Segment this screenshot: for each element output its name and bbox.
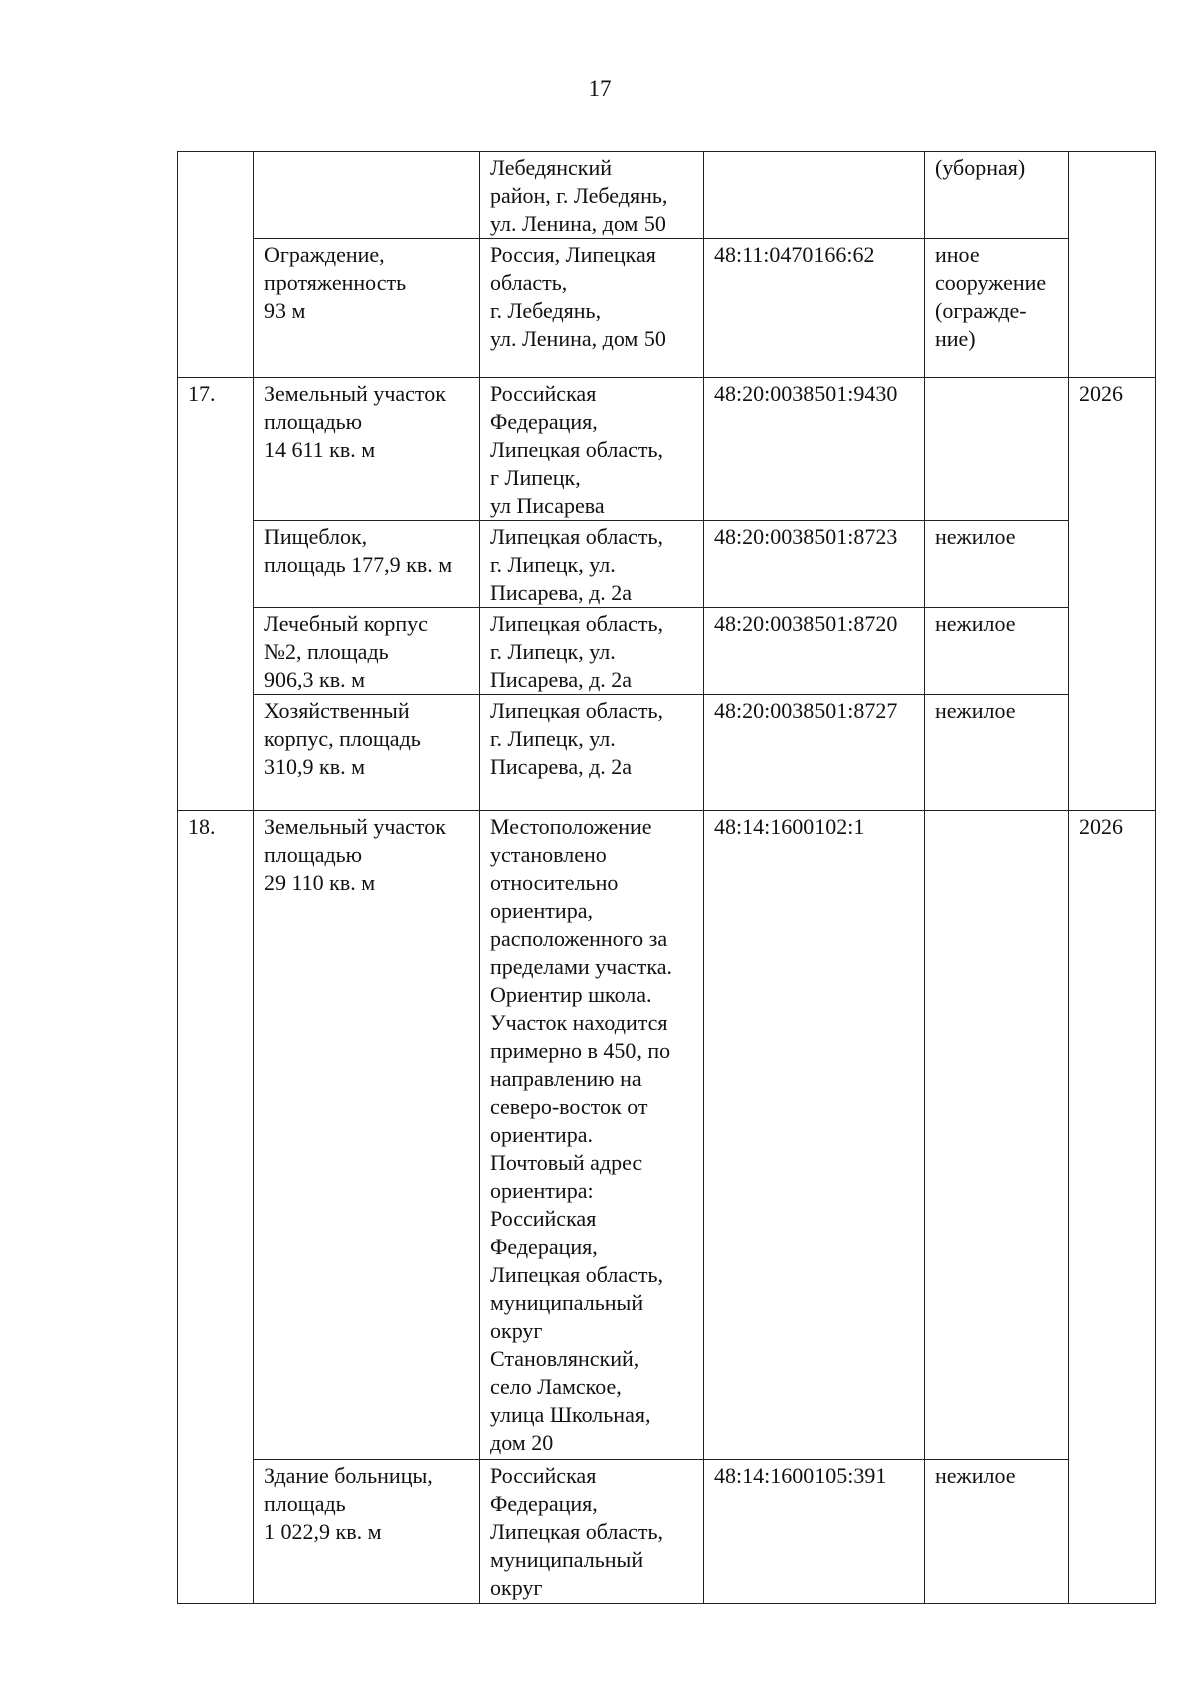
table-row bbox=[178, 521, 1156, 608]
year-cell bbox=[1069, 152, 1156, 378]
address-cell: Местоположение установлено относительно ориентира, расположенного за пределами участка. Ориентир школа. Участок находится примерно в 450, по направлению на северо-восток от ориентира. Почтовый адрес ориентира: Российская Федерация, Липецкая область, муниципальный округ Становлянский, село Ламское, улица Школьная, дом 20 bbox=[480, 811, 704, 1460]
object-type-cell: нежилое bbox=[925, 521, 1069, 608]
object-cell: Хозяйственный корпус, площадь 310,9 кв. м bbox=[254, 695, 480, 811]
object-cell: Земельный участок площадью 29 110 кв. м bbox=[254, 811, 480, 1460]
address-cell: Россия, Липецкая область, г. Лебедянь, ул. Ленина, дом 50 bbox=[480, 239, 704, 378]
cadastral-number-cell: 48:11:0470166:62 bbox=[704, 239, 925, 378]
address-cell: Липецкая область, г. Липецк, ул. Писарева, д. 2а bbox=[480, 521, 704, 608]
year-cell: 2026 bbox=[1069, 811, 1156, 1604]
year-cell: 2026 bbox=[1069, 378, 1156, 811]
table-row bbox=[178, 1460, 1156, 1604]
object-type-cell: нежилое bbox=[925, 1460, 1069, 1604]
object-cell: Земельный участок площадью 14 611 кв. м bbox=[254, 378, 480, 521]
object-type-cell: иное сооружение (огражде- ние) bbox=[925, 239, 1069, 378]
address-cell: Лебедянский район, г. Лебедянь, ул. Ленина, дом 50 bbox=[480, 152, 704, 239]
address-cell: Российская Федерация, Липецкая область, муниципальный округ bbox=[480, 1460, 704, 1604]
table-row bbox=[178, 378, 1156, 521]
object-type-cell bbox=[925, 378, 1069, 521]
object-type-cell bbox=[925, 811, 1069, 1460]
object-cell: Пищеблок, площадь 177,9 кв. м bbox=[254, 521, 480, 608]
address-cell: Липецкая область, г. Липецк, ул. Писарева, д. 2а bbox=[480, 608, 704, 695]
cadastral-number-cell bbox=[704, 152, 925, 239]
table-row bbox=[178, 695, 1156, 811]
cadastral-number-cell: 48:20:0038501:8723 bbox=[704, 521, 925, 608]
table-row bbox=[178, 239, 1156, 378]
object-type-cell: нежилое bbox=[925, 695, 1069, 811]
cadastral-number-cell: 48:14:1600105:391 bbox=[704, 1460, 925, 1604]
object-cell: Ограждение, протяженность 93 м bbox=[254, 239, 480, 378]
cadastral-number-cell: 48:14:1600102:1 bbox=[704, 811, 925, 1460]
object-cell: Здание больницы, площадь 1 022,9 кв. м bbox=[254, 1460, 480, 1604]
table-row bbox=[178, 608, 1156, 695]
address-cell: Российская Федерация, Липецкая область, г Липецк, ул Писарева bbox=[480, 378, 704, 521]
item-number-cell: 18. bbox=[178, 811, 254, 1604]
object-cell: Лечебный корпус №2, площадь 906,3 кв. м bbox=[254, 608, 480, 695]
cadastral-number-cell: 48:20:0038501:8720 bbox=[704, 608, 925, 695]
row-number-cell bbox=[178, 152, 254, 378]
object-type-cell: нежилое bbox=[925, 608, 1069, 695]
address-cell: Липецкая область, г. Липецк, ул. Писарева, д. 2а bbox=[480, 695, 704, 811]
object-type-cell: (уборная) bbox=[925, 152, 1069, 239]
page-number: 17 bbox=[588, 76, 612, 101]
cadastral-number-cell: 48:20:0038501:9430 bbox=[704, 378, 925, 521]
cadastral-number-cell: 48:20:0038501:8727 bbox=[704, 695, 925, 811]
table-row bbox=[178, 811, 1156, 1460]
table-row bbox=[178, 152, 1156, 239]
property-table bbox=[177, 151, 1156, 1604]
object-cell bbox=[254, 152, 480, 239]
item-number-cell: 17. bbox=[178, 378, 254, 811]
